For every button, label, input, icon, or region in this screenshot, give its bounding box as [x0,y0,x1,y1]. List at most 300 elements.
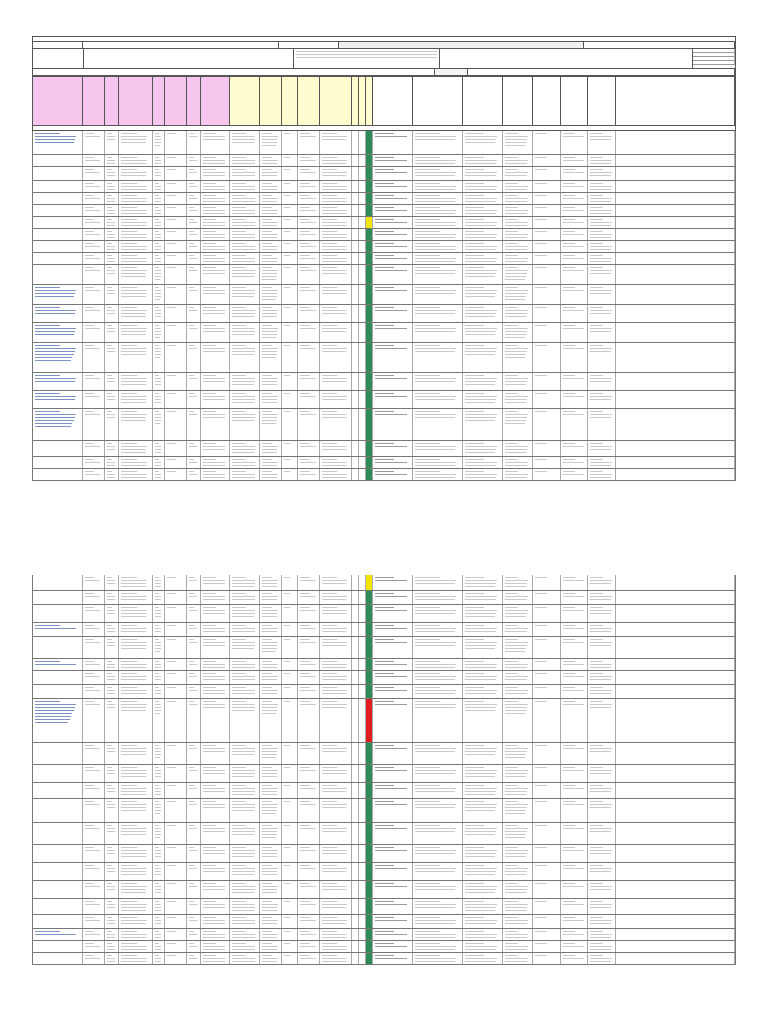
table-row [32,457,736,469]
table-cell [320,167,352,180]
cell-text-lines [375,593,410,599]
table-cell [373,941,413,952]
activity-link[interactable] [33,409,83,440]
cell-text-lines [535,673,558,676]
cell-text-lines [415,307,460,316]
table-row [32,899,736,915]
table-cell [260,131,282,154]
cell-text-lines [85,443,102,449]
cell-text-lines [189,375,198,381]
cell-text-lines [465,687,500,696]
cell-text-lines [121,459,150,468]
cell-text-lines [167,943,184,946]
column-header-c3 [105,77,119,125]
cell-text-lines [465,345,500,357]
cell-text-lines [155,443,162,455]
table-cell [119,941,153,952]
cell-text-lines [85,307,102,313]
cell-text-lines [465,411,500,423]
table-row [32,441,736,457]
project-row-spacer [339,42,584,48]
table-cell [153,783,165,798]
cell-text-lines [85,673,102,679]
cell-text-lines [590,307,613,316]
activity-link[interactable] [33,623,83,636]
cell-text-lines [535,443,558,446]
table-cell [561,941,589,952]
table-cell [83,765,105,782]
cell-text-lines [590,207,613,216]
cell-text-lines [167,195,184,198]
cell-text-lines [284,307,295,310]
table-cell [373,699,413,742]
table-cell [561,659,589,670]
score-cell [352,953,359,964]
cell-text-lines [415,687,460,696]
cell-text-lines [284,639,295,642]
table-cell [561,469,589,480]
table-cell [165,699,187,742]
table-cell [105,783,119,798]
cell-text-lines [563,639,586,645]
table-cell [230,457,260,468]
cell-text-lines [465,325,500,337]
cell-text-lines [284,801,295,804]
table-cell [298,217,320,228]
table-cell [373,181,413,192]
risk-rating-cell [366,823,373,844]
cell-text-lines [535,169,558,172]
score-cell [359,217,366,228]
cell-text-lines [300,931,317,937]
table-cell [413,217,463,228]
cell-text-lines [535,345,558,348]
table-cell [298,457,320,468]
cell-text-lines [535,917,558,920]
table-cell [153,457,165,468]
table-cell [320,899,352,914]
score-cell [352,229,359,240]
table-cell [201,181,231,192]
activity-link[interactable] [33,929,83,940]
table-cell [260,799,282,822]
table-cell [119,253,153,264]
meta-left [33,49,84,68]
table-cell [153,217,165,228]
cell-text-lines [167,577,184,580]
cell-text-lines [505,287,530,302]
cell-text-lines [107,701,116,710]
cell-text-lines [85,955,102,961]
table-cell [561,373,589,390]
table-cell [320,131,352,154]
table-cell [533,953,561,964]
cell-text-lines [203,701,228,710]
risk-rating-low [366,167,372,180]
cell-text-lines [121,943,150,952]
activity-cell [33,823,83,844]
table-cell [588,623,616,636]
cell-text-lines [262,801,279,816]
cell-text-lines [262,231,279,240]
table-cell [187,823,201,844]
table-cell [373,685,413,698]
cell-text-lines [300,825,317,831]
score-cell [616,373,735,390]
table-cell [588,343,616,372]
cell-text-lines [284,195,295,198]
column-header-c22 [561,77,589,125]
cell-text-lines [121,593,150,602]
cell-text-lines [121,411,150,423]
risk-rating-cell [366,253,373,264]
cell-text-lines [535,577,558,580]
table-cell [201,131,231,154]
activity-link[interactable] [33,659,83,670]
cell-text-lines [505,801,530,816]
cell-text-lines [465,625,500,634]
table-cell [533,799,561,822]
table-cell [165,881,187,898]
table-cell [503,929,533,940]
cell-text-lines [155,243,162,252]
table-cell [201,623,231,636]
table-cell [561,343,589,372]
table-cell [119,131,153,154]
cell-text-lines [155,207,162,216]
table-cell [83,155,105,166]
cell-text-lines [107,255,116,264]
table-cell [588,845,616,862]
table-cell [282,241,298,252]
table-cell [298,953,320,964]
table-cell [260,469,282,480]
cell-text-lines [232,133,257,145]
cell-text-lines [232,607,257,619]
cell-text-lines [535,625,558,628]
table-cell [413,659,463,670]
cell-text-lines [590,825,613,834]
table-cell [105,457,119,468]
cell-text-lines [375,943,410,949]
activity-link[interactable] [33,131,83,154]
table-cell [533,699,561,742]
cell-text-lines [505,243,530,252]
cell-text-lines [85,267,102,273]
cell-text-lines [155,767,162,779]
table-cell [105,765,119,782]
cell-text-lines [465,243,500,252]
cell-text-lines [415,593,460,602]
table-cell [187,591,201,604]
table-cell [298,575,320,590]
cell-text-lines [232,157,257,166]
cell-text-lines [535,157,558,160]
table-cell [282,167,298,180]
table-cell [201,575,231,590]
table-cell [463,205,503,216]
table-cell [503,765,533,782]
activity-link[interactable] [33,343,83,372]
table-row [32,205,736,217]
cell-text-lines [189,607,198,613]
table-cell [298,253,320,264]
table-cell [119,659,153,670]
table-cell [298,167,320,180]
table-cell [119,799,153,822]
table-cell [105,229,119,240]
score-cell [352,685,359,698]
table-cell [282,409,298,440]
table-cell [105,743,119,764]
table-cell [119,469,153,480]
cell-text-lines [415,825,460,834]
score-cell [352,899,359,914]
cell-text-lines [535,943,558,946]
table-cell [503,409,533,440]
cell-text-lines [167,865,184,868]
table-cell [282,915,298,928]
table-cell [119,915,153,928]
cell-text-lines [415,901,460,910]
cell-text-lines [563,883,586,889]
table-cell [187,343,201,372]
cell-text-lines [300,443,317,449]
table-cell [153,605,165,622]
table-cell [413,241,463,252]
table-cell [153,899,165,914]
cell-text-lines [590,917,613,926]
table-cell [588,591,616,604]
cell-text-lines [300,325,317,331]
cell-text-lines [284,883,295,886]
table-cell [298,671,320,684]
activity-link[interactable] [33,699,83,742]
cell-text-lines [167,393,184,396]
cell-text-lines [322,931,349,940]
activity-link[interactable] [33,373,83,390]
score-cell [352,743,359,764]
cell-text-lines [563,577,586,583]
cell-text-lines [375,157,410,163]
cell-text-lines [563,169,586,175]
risk-rating-cell [366,205,373,216]
cell-text-lines [203,661,228,670]
score-cell [359,623,366,636]
cell-text-lines [167,917,184,920]
table-cell [413,391,463,408]
activity-link[interactable] [33,285,83,304]
table-cell [463,659,503,670]
score-cell [616,743,735,764]
cell-text-lines [300,883,317,889]
table-cell [413,929,463,940]
cell-text-lines [465,183,500,192]
activity-cell [33,457,83,468]
cell-text-lines [107,593,116,602]
cell-text-lines [107,607,116,616]
table-cell [463,305,503,322]
column-header-c8 [201,77,231,125]
table-cell [201,591,231,604]
score-cell [359,823,366,844]
cell-text-lines [563,393,586,399]
table-cell [153,823,165,844]
cell-text-lines [563,785,586,791]
cell-text-lines [107,825,116,834]
table-cell [373,167,413,180]
risk-rating-low [366,373,372,390]
table-cell [373,881,413,898]
table-cell [153,743,165,764]
cell-text-lines [167,661,184,664]
table-cell [153,915,165,928]
score-cell [359,323,366,342]
table-cell [187,953,201,964]
table-cell [503,253,533,264]
risk-rating-low [366,863,372,880]
cell-text-lines [465,745,500,757]
table-cell [282,881,298,898]
score-cell [352,671,359,684]
cell-text-lines [203,801,228,810]
risk-rating-low [366,229,372,240]
cell-text-lines [415,231,460,240]
activity-link[interactable] [33,323,83,342]
cell-text-lines [284,183,295,186]
cell-text-lines [107,459,116,468]
cell-text-lines [563,157,586,163]
cell-text-lines [232,673,257,682]
table-cell [201,915,231,928]
table-cell [320,863,352,880]
table-cell [187,323,201,342]
cell-text-lines [465,785,500,797]
activity-link[interactable] [33,305,83,322]
table-row [32,323,736,343]
table-cell [503,131,533,154]
cell-text-lines [505,393,530,405]
table-cell [105,131,119,154]
cell-text-lines [189,577,198,583]
score-cell [352,915,359,928]
cell-text-lines [155,255,162,264]
cell-text-lines [300,917,317,923]
table-cell [230,623,260,636]
table-cell [119,285,153,304]
table-cell [503,229,533,240]
table-cell [201,881,231,898]
table-cell [413,953,463,964]
cell-text-lines [232,901,257,913]
cell-text-lines [322,375,349,384]
table-cell [260,193,282,204]
cell-text-lines [284,687,295,690]
score-cell [616,915,735,928]
cell-text-lines [189,661,198,667]
table-cell [83,229,105,240]
table-cell [561,285,589,304]
risk-rating-low [366,637,372,658]
risk-rating-low [366,783,372,798]
cell-text-lines [35,625,80,631]
table-cell [413,699,463,742]
table-cell [298,373,320,390]
table-cell [83,131,105,154]
cell-text-lines [505,267,530,282]
cell-text-lines [121,287,150,299]
table-cell [298,285,320,304]
table-cell [503,799,533,822]
table-cell [588,685,616,698]
table-cell [298,323,320,342]
table-cell [119,343,153,372]
cell-text-lines [563,267,586,273]
table-cell [230,241,260,252]
table-cell [230,253,260,264]
table-cell [83,953,105,964]
cell-text-lines [465,255,500,264]
table-cell [320,671,352,684]
table-row [32,823,736,845]
table-cell [298,229,320,240]
table-cell [320,881,352,898]
table-cell [105,323,119,342]
cell-text-lines [563,255,586,261]
table-cell [105,915,119,928]
table-cell [282,941,298,952]
table-cell [119,205,153,216]
table-cell [187,929,201,940]
cell-text-lines [107,195,116,204]
score-cell [616,783,735,798]
cell-text-lines [322,411,349,420]
cell-text-lines [155,687,162,696]
cell-text-lines [85,325,102,331]
cell-text-lines [300,287,317,293]
table-cell [533,241,561,252]
table-cell [413,575,463,590]
table-cell [105,441,119,456]
column-header-c2 [83,77,105,125]
cell-text-lines [322,133,349,142]
table-cell [561,391,589,408]
table-cell [320,253,352,264]
cell-text-lines [262,411,279,426]
cell-text-lines [203,593,228,602]
score-cell [352,241,359,252]
risk-rating-cell [366,155,373,166]
risk-rating-cell [366,217,373,228]
cell-text-lines [563,801,586,807]
table-cell [463,863,503,880]
activity-link[interactable] [33,391,83,408]
cell-text-lines [505,307,530,319]
table-cell [561,637,589,658]
table-cell [83,783,105,798]
cell-text-lines [505,767,530,779]
score-cell [616,193,735,204]
cell-text-lines [465,847,500,859]
table-row [32,881,736,899]
cell-text-lines [465,639,500,651]
activity-cell [33,181,83,192]
score-cell [616,181,735,192]
risk-rating-low [366,205,372,216]
cell-text-lines [505,169,530,178]
table-cell [105,823,119,844]
risk-rating-high [366,699,372,742]
